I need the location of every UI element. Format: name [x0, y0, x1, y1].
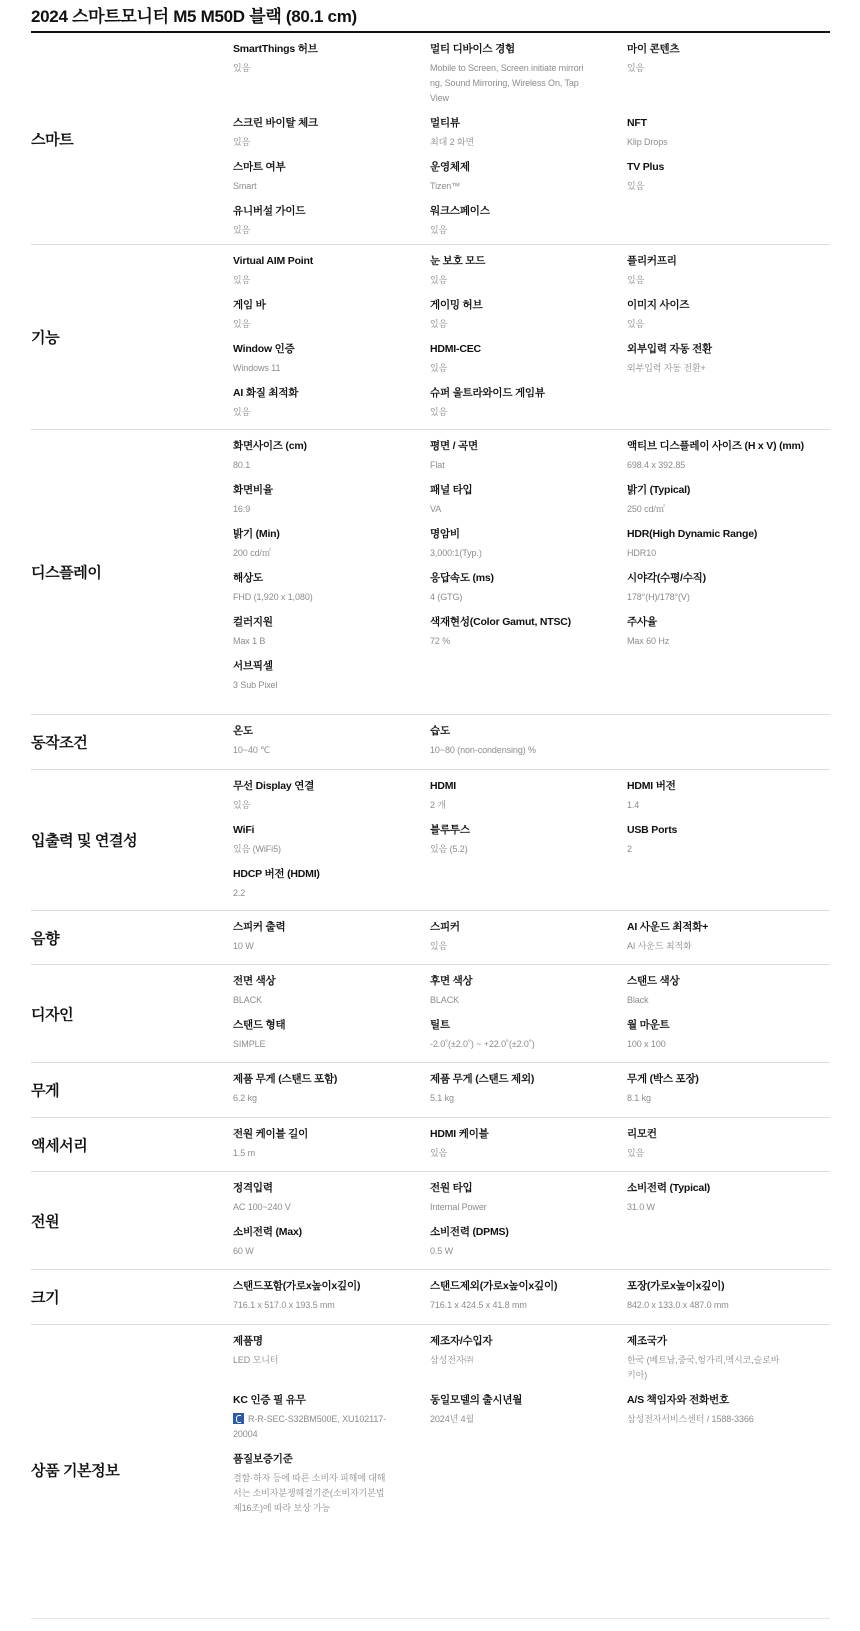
- spec-value: 있음: [233, 63, 251, 73]
- spec-label: 스탠드포함(가로x높이x깊이): [233, 1280, 361, 1292]
- spec-value: 2024년 4월: [430, 1414, 475, 1424]
- spec-value: SIMPLE: [233, 1039, 266, 1049]
- spec-label: 슈퍼 울트라와이드 게임뷰: [430, 387, 545, 399]
- spec-label: 제조자/수입자: [430, 1335, 493, 1347]
- spec-value: 외부입력 자동 전환+: [627, 363, 706, 373]
- spec-section: [31, 245, 830, 430]
- spec-section: [31, 1270, 830, 1325]
- spec-item: [233, 1224, 430, 1259]
- spec-value: 있음: [627, 275, 645, 285]
- section-title: 음향: [31, 930, 60, 947]
- spec-value: 있음: [233, 275, 251, 285]
- spec-item: [233, 482, 430, 517]
- spec-label: 컬러지원: [233, 616, 273, 628]
- spec-value: [233, 1412, 430, 1442]
- spec-label: 패널 타입: [430, 484, 473, 496]
- spec-label: 워크스페이스: [430, 205, 490, 217]
- spec-value: BLACK: [233, 995, 263, 1005]
- spec-item: [627, 1126, 824, 1161]
- spec-label: 무선 Display 연결: [233, 780, 315, 792]
- spec-value: 2 개: [430, 800, 446, 810]
- spec-value: 31.0 W: [627, 1202, 655, 1212]
- spec-item: [233, 1333, 430, 1383]
- spec-item: [627, 297, 824, 332]
- spec-item: [233, 115, 430, 150]
- spec-item: [627, 438, 824, 473]
- spec-item: [627, 1392, 824, 1442]
- spec-value: 있음: [233, 800, 251, 810]
- spec-section: [31, 715, 830, 770]
- spec-value: 삼성전자서비스센터 / 1588-3366: [627, 1414, 754, 1424]
- spec-item: [233, 866, 430, 901]
- spec-grid: [233, 723, 830, 767]
- spec-value: 있음: [430, 941, 448, 951]
- spec-value: AI 사운드 최적화: [627, 941, 692, 951]
- spec-label: 소비전력 (DPMS): [430, 1226, 509, 1238]
- spec-item: [233, 570, 430, 605]
- spec-item: [233, 778, 430, 813]
- spec-value: 있음: [233, 137, 251, 147]
- spec-value-text: R-R-SEC-S32BM500E, XU102117-20004: [233, 1414, 387, 1439]
- spec-value: 178°(H)/178°(V): [627, 592, 690, 602]
- spec-value: 있음: [233, 319, 251, 329]
- spec-grid: [233, 1180, 830, 1268]
- spec-section: [31, 1063, 830, 1118]
- spec-item: [233, 159, 430, 194]
- spec-item: [430, 385, 627, 420]
- spec-item: [430, 570, 627, 605]
- spec-value: 있음: [627, 319, 645, 329]
- spec-value: 있음 (5.2): [430, 844, 468, 854]
- spec-value: 2: [627, 844, 632, 854]
- section-title: 동작조건: [31, 734, 88, 752]
- spec-label: NFT: [627, 117, 647, 129]
- spec-label: HDR(High Dynamic Range): [627, 528, 758, 540]
- spec-value: 698.4 x 392.85: [627, 460, 686, 470]
- spec-item: [627, 973, 824, 1008]
- spec-grid: [233, 1126, 830, 1170]
- spec-label: 밝기 (Min): [233, 528, 280, 540]
- spec-label: A/S 책임자와 전화번호: [627, 1394, 729, 1406]
- spec-label: 무게 (박스 포장): [627, 1073, 699, 1085]
- spec-label: 품질보증기준: [233, 1453, 293, 1465]
- spec-item: [233, 438, 430, 473]
- spec-item: [430, 1071, 627, 1106]
- spec-label: 외부입력 자동 전환: [627, 343, 712, 355]
- spec-label: 스크린 바이탈 체크: [233, 117, 318, 129]
- spec-label: 눈 보호 모드: [430, 255, 486, 267]
- bottom-divider: [31, 1618, 830, 1619]
- spec-value: Internal Power: [430, 1202, 487, 1212]
- spec-value: 716.1 x 424.5 x 41.8 mm: [430, 1300, 527, 1310]
- spec-label: 화면사이즈 (cm): [233, 440, 307, 452]
- spec-label: 제조국가: [627, 1335, 667, 1347]
- spec-label: USB Ports: [627, 824, 678, 836]
- section-title: 디스플레이: [31, 564, 102, 582]
- page-title: 2024 스마트모니터 M5 M50D 블랙 (80.1 cm): [31, 7, 357, 26]
- spec-label: 리모컨: [627, 1128, 657, 1140]
- spec-item: [627, 822, 824, 857]
- spec-item: [627, 1071, 824, 1106]
- spec-item: [233, 1180, 430, 1215]
- section-title: 액세서리: [31, 1137, 88, 1154]
- spec-label: 동일모델의 출시년월: [430, 1394, 523, 1406]
- spec-item: [233, 822, 430, 857]
- spec-item: [430, 482, 627, 517]
- spec-item: [627, 1278, 824, 1313]
- spec-grid: [233, 1333, 830, 1525]
- spec-value: 있음: [430, 363, 448, 373]
- spec-label: 스탠드 색상: [627, 975, 680, 987]
- spec-label: 스피커: [430, 921, 460, 933]
- spec-label: HDMI 케이블: [430, 1128, 489, 1140]
- spec-label: 포장(가로x높이x깊이): [627, 1280, 725, 1292]
- spec-label: 응답속도 (ms): [430, 572, 494, 584]
- spec-label: 마이 콘텐츠: [627, 43, 680, 55]
- spec-value: 최대 2 화면: [430, 137, 475, 147]
- spec-label: AI 화질 최적화: [233, 387, 299, 399]
- spec-label: 멀티뷰: [430, 117, 460, 129]
- spec-label: 틸트: [430, 1019, 450, 1031]
- section-title: 상품 기본정보: [31, 1462, 120, 1480]
- spec-item: [233, 526, 430, 561]
- spec-label: Window 인증: [233, 343, 295, 355]
- spec-value: 3,000:1(Typ.): [430, 548, 482, 558]
- spec-value: FHD (1,920 x 1,080): [233, 592, 313, 602]
- spec-label: 제품 무게 (스탠드 제외): [430, 1073, 535, 1085]
- spec-item: [233, 1278, 430, 1313]
- spec-item: [233, 203, 430, 238]
- spec-label: 플리커프리: [627, 255, 677, 267]
- spec-value: 250 cd/㎡: [627, 504, 665, 514]
- section-title: 디자인: [31, 1006, 74, 1023]
- spec-label: 서브픽셀: [233, 660, 273, 672]
- spec-item: [430, 919, 627, 954]
- spec-item: [627, 1333, 824, 1383]
- spec-grid: [233, 1071, 830, 1115]
- spec-label: 명암비: [430, 528, 460, 540]
- spec-item: [430, 778, 627, 813]
- spec-value: 4 (GTG): [430, 592, 463, 602]
- spec-grid: [233, 41, 830, 247]
- spec-section: [31, 965, 830, 1063]
- spec-grid: [233, 253, 830, 429]
- spec-item: [627, 1017, 824, 1052]
- section-title: 무게: [31, 1082, 60, 1100]
- spec-item: [627, 341, 824, 376]
- spec-item: [430, 203, 627, 238]
- spec-label: HDMI: [430, 780, 457, 792]
- spec-item: [233, 614, 430, 649]
- spec-label: 스피커 출력: [233, 921, 286, 933]
- spec-item: [233, 1126, 430, 1161]
- spec-item: [430, 614, 627, 649]
- spec-grid: [233, 973, 830, 1061]
- spec-label: HDMI-CEC: [430, 343, 481, 355]
- spec-value: 있음: [233, 225, 251, 235]
- spec-label: 제품명: [233, 1335, 263, 1347]
- spec-value: 72 %: [430, 636, 451, 646]
- spec-value: 5.1 kg: [430, 1093, 454, 1103]
- spec-value: 8.1 kg: [627, 1093, 651, 1103]
- spec-value: 80.1: [233, 460, 251, 470]
- spec-item: [627, 159, 824, 194]
- spec-value: 6.2 kg: [233, 1093, 257, 1103]
- spec-value: 있음: [430, 225, 448, 235]
- spec-label: 정격입력: [233, 1182, 273, 1194]
- spec-value: 2.2: [233, 888, 246, 898]
- spec-label: 블루투스: [430, 824, 470, 836]
- spec-label: SmartThings 허브: [233, 43, 318, 55]
- section-title: 스마트: [31, 131, 74, 148]
- spec-item: [627, 778, 824, 813]
- spec-grid: [233, 778, 830, 910]
- spec-label: 색재현성(Color Gamut, NTSC): [430, 616, 571, 628]
- spec-label: 화면비율: [233, 484, 273, 496]
- spec-label: 운영체제: [430, 161, 470, 173]
- spec-grid: [233, 1278, 830, 1322]
- spec-item: [627, 570, 824, 605]
- spec-label: KC 인증 필 유무: [233, 1394, 306, 1406]
- spec-value: Max 60 Hz: [627, 636, 670, 646]
- spec-section: [31, 770, 830, 911]
- spec-value: Smart: [233, 181, 257, 191]
- spec-value: 있음: [627, 63, 645, 73]
- spec-value: 10 W: [233, 941, 254, 951]
- spec-label: 해상도: [233, 572, 263, 584]
- spec-item: [627, 115, 824, 150]
- spec-item: [430, 159, 627, 194]
- spec-value: 0.5 W: [430, 1246, 454, 1256]
- spec-value: HDR10: [627, 548, 657, 558]
- spec-item: [430, 438, 627, 473]
- section-title: 크기: [31, 1289, 60, 1307]
- spec-label: 온도: [233, 725, 253, 737]
- spec-item: [233, 253, 430, 288]
- spec-value: 3 Sub Pixel: [233, 680, 278, 690]
- spec-value: -2.0˚(±2.0˚) ~ +22.0˚(±2.0˚): [430, 1039, 535, 1049]
- spec-value: Klip Drops: [627, 137, 668, 147]
- spec-item: [627, 1180, 824, 1215]
- spec-item: [627, 526, 824, 561]
- spec-item: [233, 297, 430, 332]
- spec-value: 200 cd/㎡: [233, 548, 271, 558]
- spec-label: 주사율: [627, 616, 657, 628]
- section-title: 입출력 및 연결성: [31, 832, 138, 850]
- spec-item: [430, 41, 627, 106]
- spec-item: [233, 341, 430, 376]
- spec-item: [430, 1126, 627, 1161]
- spec-label: 소비전력 (Typical): [627, 1182, 711, 1194]
- spec-label: 액티브 디스플레이 사이즈 (H x V) (mm): [627, 440, 804, 452]
- spec-value: AC 100~240 V: [233, 1202, 291, 1212]
- spec-item: [233, 1451, 430, 1516]
- spec-item: [233, 41, 430, 106]
- spec-value: Tizen™: [430, 181, 461, 191]
- spec-value: LED 모니터: [233, 1355, 279, 1365]
- spec-item: [627, 41, 824, 106]
- spec-item: [430, 115, 627, 150]
- spec-item: [233, 658, 430, 693]
- spec-label: 스마트 여부: [233, 161, 286, 173]
- spec-value: 100 x 100: [627, 1039, 666, 1049]
- spec-value: 있음: [430, 275, 448, 285]
- spec-label: 스탠드 형태: [233, 1019, 286, 1031]
- spec-label: 스탠드제외(가로x높이x깊이): [430, 1280, 558, 1292]
- spec-label: 습도: [430, 725, 450, 737]
- spec-item: [627, 253, 824, 288]
- spec-section: [31, 1172, 830, 1270]
- spec-label: WiFi: [233, 824, 255, 836]
- spec-value: 있음 (WiFi5): [233, 844, 281, 854]
- spec-item: [430, 526, 627, 561]
- spec-label: 시야각(수평/수직): [627, 572, 706, 584]
- spec-item: [233, 723, 430, 758]
- section-title: 기능: [31, 329, 60, 347]
- spec-value: 한국 (베트남,중국,헝가리,멕시코,슬로바키아): [627, 1355, 780, 1380]
- spec-value: 60 W: [233, 1246, 254, 1256]
- spec-value: 1.4: [627, 800, 640, 810]
- spec-label: 이미지 사이즈: [627, 299, 690, 311]
- spec-item: [430, 1333, 627, 1383]
- spec-label: TV Plus: [627, 161, 665, 173]
- spec-label: 소비전력 (Max): [233, 1226, 302, 1238]
- spec-item: [627, 614, 824, 649]
- spec-value: Flat: [430, 460, 445, 470]
- spec-label: HDCP 버전 (HDMI): [233, 868, 320, 880]
- spec-item: [430, 1017, 627, 1052]
- spec-item: [430, 1224, 627, 1259]
- spec-label: 게임 바: [233, 299, 266, 311]
- spec-item: [430, 723, 627, 758]
- spec-item: [233, 1017, 430, 1052]
- spec-value: 있음: [627, 181, 645, 191]
- spec-item: [430, 297, 627, 332]
- spec-item: [627, 482, 824, 517]
- spec-label: Virtual AIM Point: [233, 255, 314, 267]
- spec-section: [31, 911, 830, 965]
- spec-value: 10~80 (non-condensing) %: [430, 745, 536, 755]
- spec-item: [430, 822, 627, 857]
- spec-section: [31, 1118, 830, 1172]
- spec-item: [233, 1392, 430, 1442]
- spec-value: Mobile to Screen, Screen initiate mirroring, Sound Mirroring, Wireless On, Tap View: [430, 63, 584, 103]
- spec-label: 평면 / 곡면: [430, 440, 478, 452]
- spec-value: 있음: [430, 1148, 448, 1158]
- spec-value: 16:9: [233, 504, 251, 514]
- spec-grid: [233, 438, 830, 702]
- spec-value: 있음: [430, 319, 448, 329]
- spec-label: HDMI 버전: [627, 780, 676, 792]
- spec-item: [233, 385, 430, 420]
- spec-value: 결함·하자 등에 따른 소비자 피해에 대해서는 소비자분쟁해결기준(소비자기본법 제16조)에 따라 보상 가능: [233, 1473, 386, 1513]
- spec-label: 유니버설 가이드: [233, 205, 306, 217]
- spec-label: 후면 색상: [430, 975, 473, 987]
- spec-section: [31, 33, 830, 245]
- spec-label: 멀티 디바이스 경험: [430, 43, 515, 55]
- spec-value: VA: [430, 504, 442, 514]
- spec-item: [233, 919, 430, 954]
- kc-certification-icon: [233, 1413, 244, 1424]
- spec-label: 전면 색상: [233, 975, 276, 987]
- spec-label: AI 사운드 최적화+: [627, 921, 709, 933]
- spec-label: 게이밍 허브: [430, 299, 483, 311]
- spec-item: [430, 341, 627, 376]
- spec-item: [233, 973, 430, 1008]
- spec-item: [233, 1071, 430, 1106]
- spec-item: [430, 1180, 627, 1215]
- spec-value: 있음: [627, 1148, 645, 1158]
- spec-label: 월 마운트: [627, 1019, 670, 1031]
- spec-value: 10~40 ℃: [233, 745, 271, 755]
- spec-label: 제품 무게 (스탠드 포함): [233, 1073, 338, 1085]
- spec-label: 전원 타입: [430, 1182, 473, 1194]
- spec-value: 있음: [430, 407, 448, 417]
- spec-section: [31, 1325, 830, 1615]
- spec-label: 전원 케이블 길이: [233, 1128, 309, 1140]
- spec-item: [430, 1392, 627, 1442]
- spec-item: [430, 1278, 627, 1313]
- spec-value: BLACK: [430, 995, 460, 1005]
- spec-section: [31, 430, 830, 715]
- spec-value: 삼성전자㈜: [430, 1355, 474, 1365]
- spec-value: Windows 11: [233, 363, 281, 373]
- spec-value: 716.1 x 517.0 x 193.5 mm: [233, 1300, 335, 1310]
- spec-value: Max 1 B: [233, 636, 266, 646]
- spec-value: 842.0 x 133.0 x 487.0 mm: [627, 1300, 729, 1310]
- spec-label: 밝기 (Typical): [627, 484, 691, 496]
- spec-item: [430, 253, 627, 288]
- spec-item: [627, 919, 824, 954]
- spec-value: 있음: [233, 407, 251, 417]
- section-title: 전원: [31, 1213, 60, 1230]
- spec-grid: [233, 919, 830, 963]
- spec-item: [430, 973, 627, 1008]
- spec-value: 1.5 m: [233, 1148, 256, 1158]
- spec-value: Black: [627, 995, 649, 1005]
